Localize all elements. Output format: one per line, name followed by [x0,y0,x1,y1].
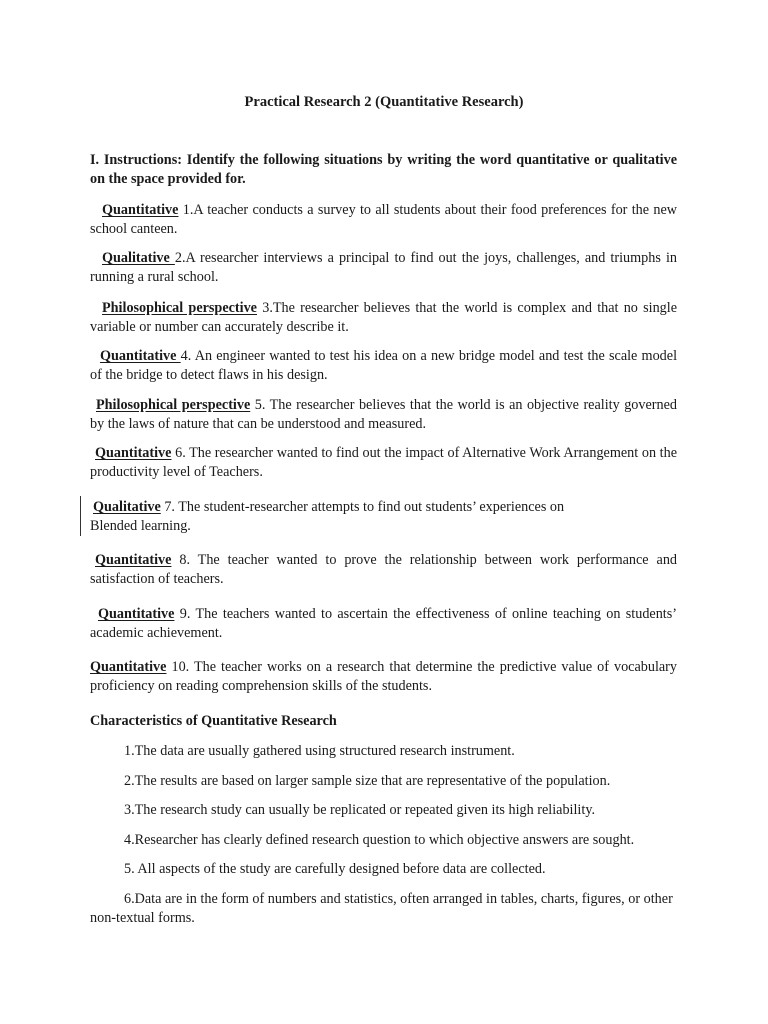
answer-field[interactable]: Quantitative [90,659,167,675]
list-item [90,498,677,536]
list-item [90,347,677,385]
characteristic-item: 3.The research study can usually be replicated or repeated given its high reliability. [124,802,596,818]
characteristic-item: 2.The results are based on larger sample size that are representative of the population. [124,773,611,789]
answer-field[interactable]: Quantitative [95,552,172,568]
document-title: Practical Research 2 (Quantitative Research) [244,94,524,110]
item-text: 4. An engineer wanted to test his idea on a new bridge model and test the scale model of the bridge to detect flaws in his design. [90,348,678,383]
answer-field[interactable]: Philosophical perspective [96,397,251,413]
item-text: 10. The teacher works on a research that determine the predictive value of vocabulary proficiency on reading comprehension skills of the students. [90,659,678,694]
item-text: 3.The researcher believes that the world is complex and that no single variable or number can accurately describe it. [90,300,677,335]
answer-field[interactable]: Quantitative [100,348,181,364]
list-item [90,444,677,482]
characteristics-heading: Characteristics of Quantitative Research [90,713,337,729]
item-text: 9. The teachers wanted to ascertain the effectiveness of online teaching on students’ academic achievement. [90,606,677,641]
answer-field[interactable]: Qualitative [102,250,175,266]
item-text: 5. The researcher believes that the world is an objective reality governed by the laws of nature that can be understood and measured. [90,397,677,432]
answer-field[interactable]: Quantitative [98,606,175,622]
characteristic-item: 6.Data are in the form of numbers and statistics, often arranged in tables, charts, figures, or other non-textual forms. [90,891,673,926]
list-item [90,201,677,239]
margin-change-bar [80,496,81,536]
item-text-continued: Blended learning. [90,518,191,534]
item-text: 8. The teacher wanted to prove the relationship between work performance and satisfaction of teachers. [90,552,678,587]
item-text: 1.A teacher conducts a survey to all students about their food preferences for the new school canteen. [90,202,678,237]
list-item [90,605,677,643]
instructions-text: I. Instructions: Identify the following situations by writing the word quantitative or qualitative on the space provided for. [90,152,677,187]
answer-field[interactable]: Quantitative [95,445,172,461]
list-item [90,658,677,696]
item-text: 6. The researcher wanted to find out the impact of Alternative Work Arrangement on the productivity level of Teachers. [90,445,678,480]
list-item [90,299,677,337]
answer-field[interactable]: Qualitative [93,499,161,515]
list-item [90,396,677,434]
item-text: 7. The student-researcher attempts to find out students’ experiences on [164,499,565,515]
answer-field[interactable]: Quantitative [102,202,179,218]
characteristic-item: 5. All aspects of the study are carefully designed before data are collected. [124,861,546,877]
item-text: 2.A researcher interviews a principal to find out the joys, challenges, and triumphs in running a rural school. [90,250,677,285]
list-item [90,249,677,287]
characteristic-item: 4.Researcher has clearly defined research question to which objective answers are sought. [124,832,635,848]
list-item [90,551,677,589]
answer-field[interactable]: Philosophical perspective [102,300,257,316]
characteristic-item: 1.The data are usually gathered using structured research instrument. [124,743,515,759]
